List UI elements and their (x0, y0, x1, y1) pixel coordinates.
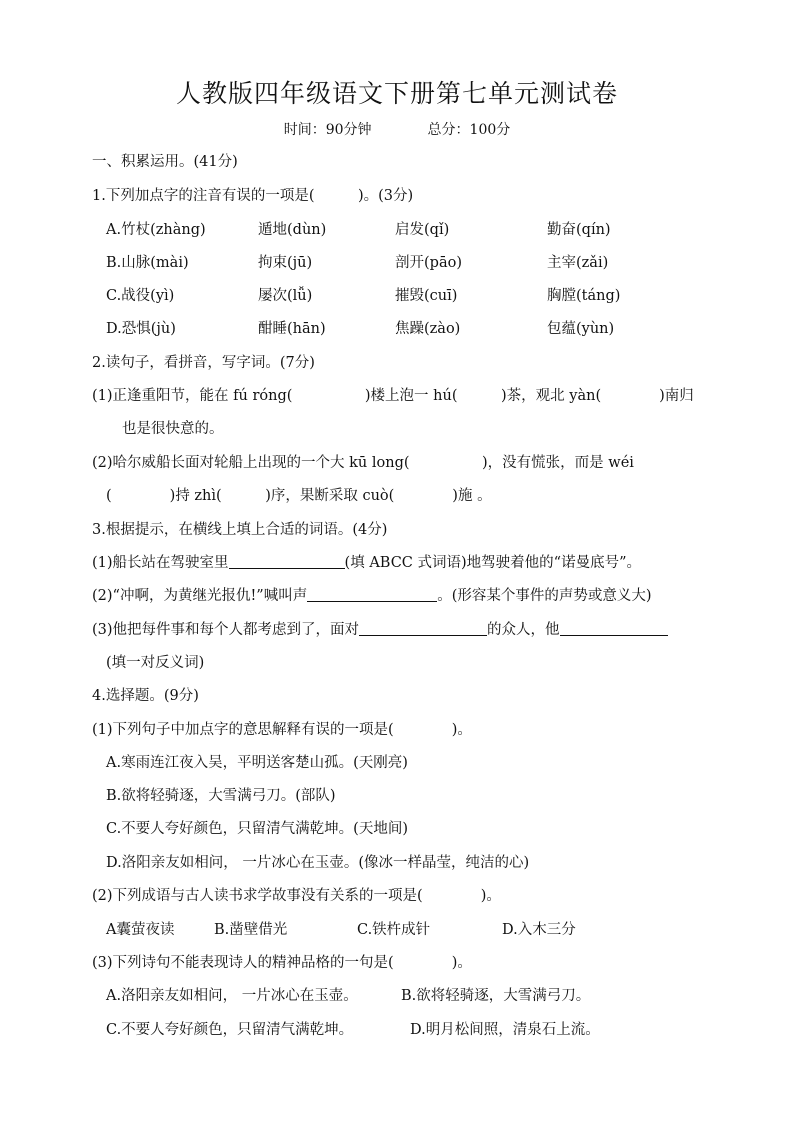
q1-option-b1: B.山脉(mài) (106, 255, 189, 271)
q3-s1-prefix: (1)船长站在驾驶室里 (92, 555, 229, 571)
q4-part2-option-b: B.凿壁借光 (214, 922, 288, 938)
q3-sentence-2 (92, 586, 652, 606)
q3-sentence-3 (92, 620, 668, 640)
q4-part3-option-a: A.洛阳亲友如相问， 一片冰心在玉壶。 (106, 988, 358, 1004)
q4-part3-option-b: B.欲将轻骑逐，大雪满弓刀。 (401, 988, 591, 1004)
q3-s1-blank[interactable] (229, 554, 345, 569)
q4-part3-stem: (3)下列诗句不能表现诗人的精神品格的一句是( )。 (92, 955, 472, 971)
q1-option-d4: 包蕴(yùn) (547, 321, 615, 337)
exam-time: 时间：90分钟 (283, 122, 372, 138)
q3-sentence-3-hint: (填一对反义词) (106, 655, 205, 671)
q3-s3-blank-2[interactable] (560, 621, 668, 636)
q4-part3-option-c: C.不要人夸好颜色，只留清气满乾坤。 (106, 1022, 354, 1038)
q4-part2-option-a: A囊萤夜读 (106, 922, 175, 938)
section-heading: 一、积累运用。(41分) (92, 154, 238, 170)
q1-option-d2: 酣睡(hān) (258, 321, 326, 337)
exam-title: 人教版四年级语文下册第七单元测试卷 (175, 79, 618, 108)
q4-part1-option-a: A.寒雨连江夜入吴，平明送客楚山孤。(天刚亮) (106, 755, 408, 771)
q1-option-c3: 摧毁(cuī) (395, 288, 458, 304)
q1-option-c2: 屡次(lǚ) (258, 288, 313, 304)
q3-sentence-1 (92, 553, 641, 573)
q1-option-a3: 启发(qǐ) (395, 222, 450, 238)
q1-option-c4: 胸膛(táng) (547, 288, 621, 304)
q3-stem: 3.根据提示，在横线上填上合适的词语。(4分) (92, 522, 388, 538)
q1-option-b2: 拘束(jū) (258, 255, 313, 271)
q1-option-a4: 勤奋(qín) (547, 222, 611, 238)
q4-part2-option-c: C.铁杵成针 (357, 922, 431, 938)
q3-s3-blank-1[interactable] (359, 621, 487, 636)
q4-part1-stem: (1)下列句子中加点字的意思解释有误的一项是( )。 (92, 722, 472, 738)
q4-stem: 4.选择题。(9分) (92, 688, 199, 704)
q4-part1-option-b: B.欲将轻骑逐，大雪满弓刀。(部队) (106, 788, 336, 804)
q4-part1-option-d: D.洛阳亲友如相问， 一片冰心在玉壶。(像冰一样晶莹，纯洁的心) (106, 855, 530, 871)
q3-s2-blank[interactable] (307, 587, 437, 602)
q2-sentence-2: (2)哈尔威船长面对轮船上出现的一个大 kū long( )，没有慌张，而是 wéi (92, 455, 634, 471)
q4-part1-option-c: C.不要人夸好颜色，只留清气满乾坤。(天地间) (106, 821, 408, 837)
q3-s3-prefix: (3)他把每件事和每个人都考虑到了，面对 (92, 622, 360, 638)
q4-part2-stem: (2)下列成语与古人读书求学故事没有关系的一项是( )。 (92, 888, 501, 904)
q3-s2-prefix: (2)“冲啊，为黄继光报仇!”喊叫声 (92, 588, 308, 604)
exam-meta (0, 119, 794, 139)
q1-option-a1: A.竹杖(zhàng) (106, 222, 206, 238)
exam-total-score: 总分：100分 (427, 122, 511, 138)
q2-sentence-2-cont: ( )持 zhì( )序，果断采取 cuò( )施 。 (106, 488, 492, 504)
q3-s2-suffix: 。(形容某个事件的声势或意义大) (437, 588, 652, 604)
q2-stem: 2.读句子，看拼音，写字词。(7分) (92, 355, 315, 371)
q4-part2-option-d: D.入木三分 (502, 922, 576, 938)
q3-s3-middle: 的众人，他 (487, 622, 560, 638)
q1-option-b4: 主宰(zǎi) (547, 255, 609, 271)
q2-sentence-1: (1)正逢重阳节，能在 fú róng( )楼上泡一 hú( )茶，观北 yàn( )南归 (92, 388, 694, 404)
q3-s1-suffix: (填 ABCC 式词语)地驾驶着他的“诺曼底号”。 (344, 555, 641, 571)
q1-option-d3: 焦躁(zào) (395, 321, 461, 337)
q2-sentence-1-cont: 也是很快意的。 (122, 421, 224, 437)
q1-stem: 1.下列加点字的注音有误的一项是( )。(3分) (92, 188, 414, 204)
q1-option-b3: 剖开(pāo) (395, 255, 462, 271)
q1-option-a2: 遁地(dùn) (258, 222, 327, 238)
q4-part3-option-d: D.明月松间照，清泉石上流。 (410, 1022, 600, 1038)
q1-option-c1: C.战役(yì) (106, 288, 175, 304)
q1-option-d1: D.恐惧(jù) (106, 321, 176, 337)
